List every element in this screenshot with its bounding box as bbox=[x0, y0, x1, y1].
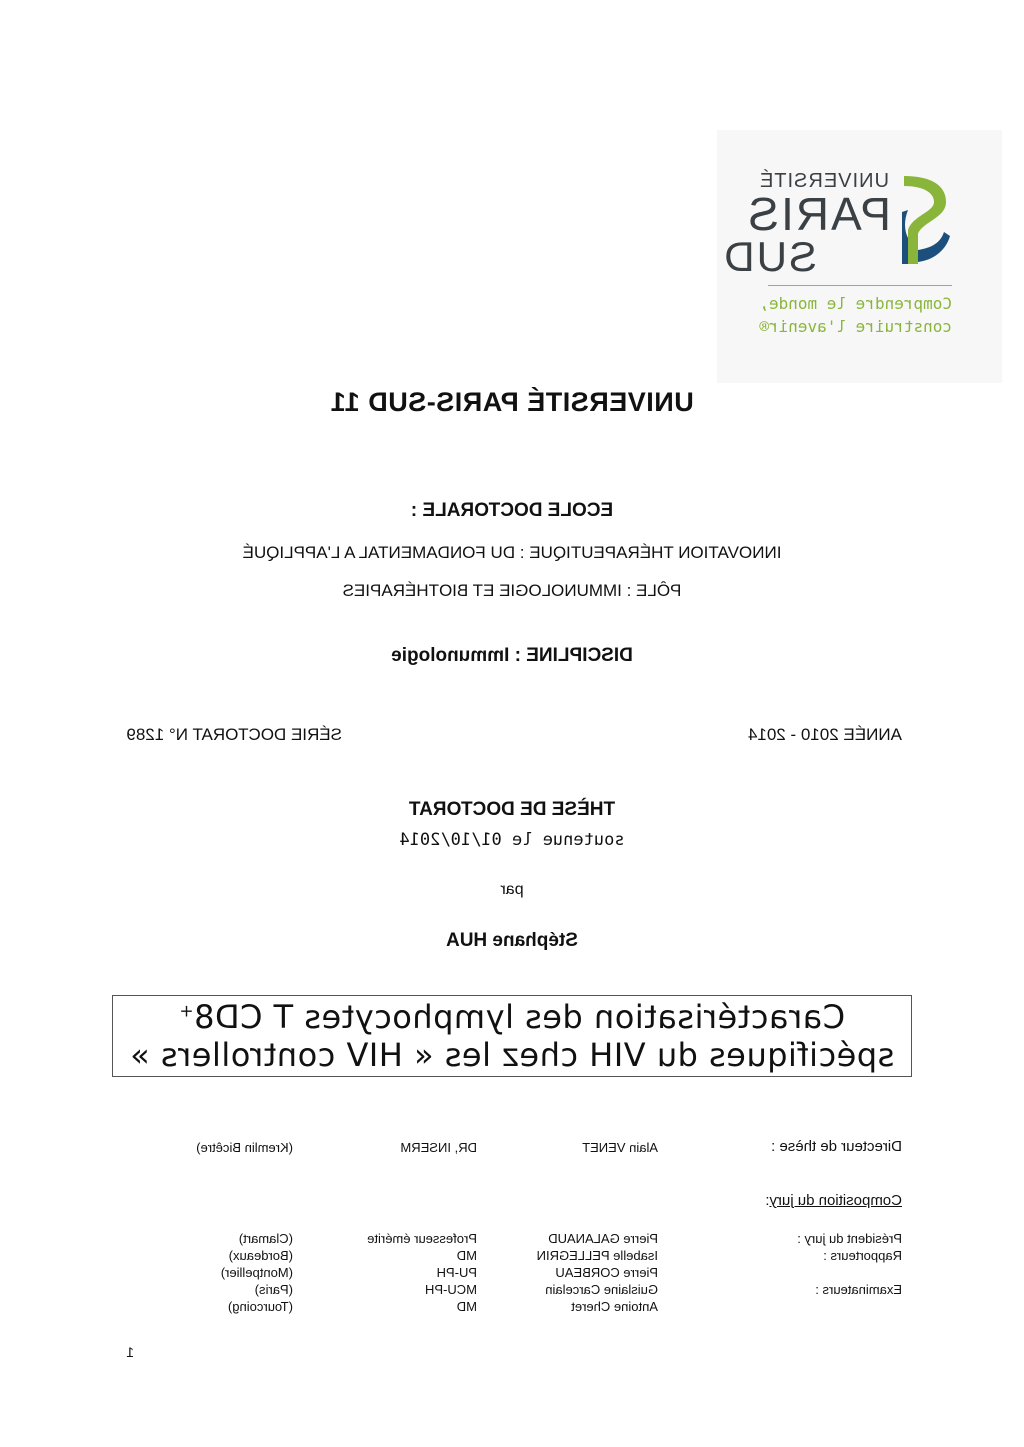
jury-role bbox=[797, 1264, 902, 1281]
jury-heading bbox=[765, 1192, 902, 1209]
page-number: 1 bbox=[126, 1344, 134, 1360]
university-logo bbox=[717, 130, 1002, 383]
director-title: DR, INSERM bbox=[400, 1140, 477, 1155]
ecole-doctorale-heading: ECOLE DOCTORALE : bbox=[410, 500, 614, 521]
jury-role: Président du jury : bbox=[797, 1231, 902, 1246]
logo-sud: SUD bbox=[722, 233, 817, 280]
logo-tagline-1: Comprendre le monde, bbox=[759, 294, 952, 313]
jury-member-title: MD bbox=[456, 1248, 477, 1263]
director-label: Directeur de thèse : bbox=[771, 1138, 902, 1155]
director-name: Alain VENET bbox=[582, 1140, 658, 1155]
jury-member-name: Guislaine Carcelain bbox=[545, 1282, 658, 1297]
author-name: Stéphane HUA bbox=[446, 930, 578, 951]
thesis-heading: THÈSE DE DOCTORAT bbox=[408, 799, 616, 820]
academic-years: ANNÉE 2010 - 2014 bbox=[747, 725, 902, 744]
discipline-line: DISCIPLINE : Immunologie bbox=[391, 645, 633, 666]
jury-member-name: Pierre GALANAUD bbox=[548, 1231, 658, 1246]
jury-member-title: MD bbox=[456, 1299, 477, 1314]
jury-role bbox=[797, 1298, 902, 1315]
jury-titles-column bbox=[367, 1230, 477, 1315]
jury-member-place: (Montpellier) bbox=[220, 1265, 293, 1280]
jury-roles-column bbox=[797, 1230, 902, 1315]
thesis-title-line-1 bbox=[113, 998, 911, 1036]
jury-heading-colon: : bbox=[765, 1192, 770, 1209]
jury-member-title: MCU-PH bbox=[425, 1282, 477, 1297]
jury-names-column bbox=[537, 1230, 658, 1315]
jury-member-name: Isabelle PELLEGRIN bbox=[536, 1248, 658, 1263]
thesis-title-superscript: + bbox=[178, 1001, 194, 1022]
jury-role: Examinateurs : bbox=[815, 1282, 902, 1297]
thesis-title-line-1-text: Caractérisation des lymphocytes T CD8 bbox=[193, 998, 846, 1036]
thesis-title-line-2: spécifiques du VIH chez les « HIV controllers » bbox=[129, 1036, 895, 1074]
university-title: UNIVERSITÉ PARIS-SUD 11 bbox=[330, 387, 694, 417]
logo-s-mark-icon bbox=[900, 172, 952, 268]
jury-member-name: Pierre CORBEAU bbox=[555, 1265, 658, 1280]
doctoral-school-name: INNOVATION THÉRAPEUTIQUE : DU FONDAMENTAL A L'APPLIQUÉ bbox=[242, 543, 782, 562]
thesis-title-box bbox=[112, 995, 912, 1077]
jury-member-title: PU-PH bbox=[436, 1265, 477, 1280]
logo-paris: PARIS bbox=[746, 188, 891, 240]
doctorate-series-number: SÉRIE DOCTORAT N° 1289 bbox=[126, 725, 342, 744]
jury-member-place: (Tourcoing) bbox=[227, 1299, 293, 1314]
jury-member-name: Antoine Cheret bbox=[571, 1299, 658, 1314]
defense-date: soutenue le 01/10/2014 bbox=[399, 830, 625, 850]
director-place: (Kremlin Bicêtre) bbox=[196, 1140, 293, 1155]
logo-divider bbox=[768, 285, 952, 286]
logo-universite: UNIVERSITÉ bbox=[758, 170, 889, 192]
jury-heading-text: Composition du jury bbox=[769, 1192, 902, 1209]
jury-member-place: (Bordeaux) bbox=[228, 1248, 293, 1263]
jury-places-column bbox=[221, 1230, 293, 1315]
jury-member-title: Professeur émérite bbox=[367, 1231, 477, 1246]
logo-tagline-2: construire l'avenir® bbox=[759, 317, 952, 336]
pole-line: PÔLE : IMMUNOLOGIE ET BIOTHÉRAPIES bbox=[342, 581, 682, 600]
by-label: par bbox=[500, 881, 524, 898]
jury-role: Rapporteurs : bbox=[823, 1248, 902, 1263]
jury-member-place: (Paris) bbox=[254, 1282, 293, 1297]
jury-member-place: (Clamart) bbox=[238, 1231, 293, 1246]
